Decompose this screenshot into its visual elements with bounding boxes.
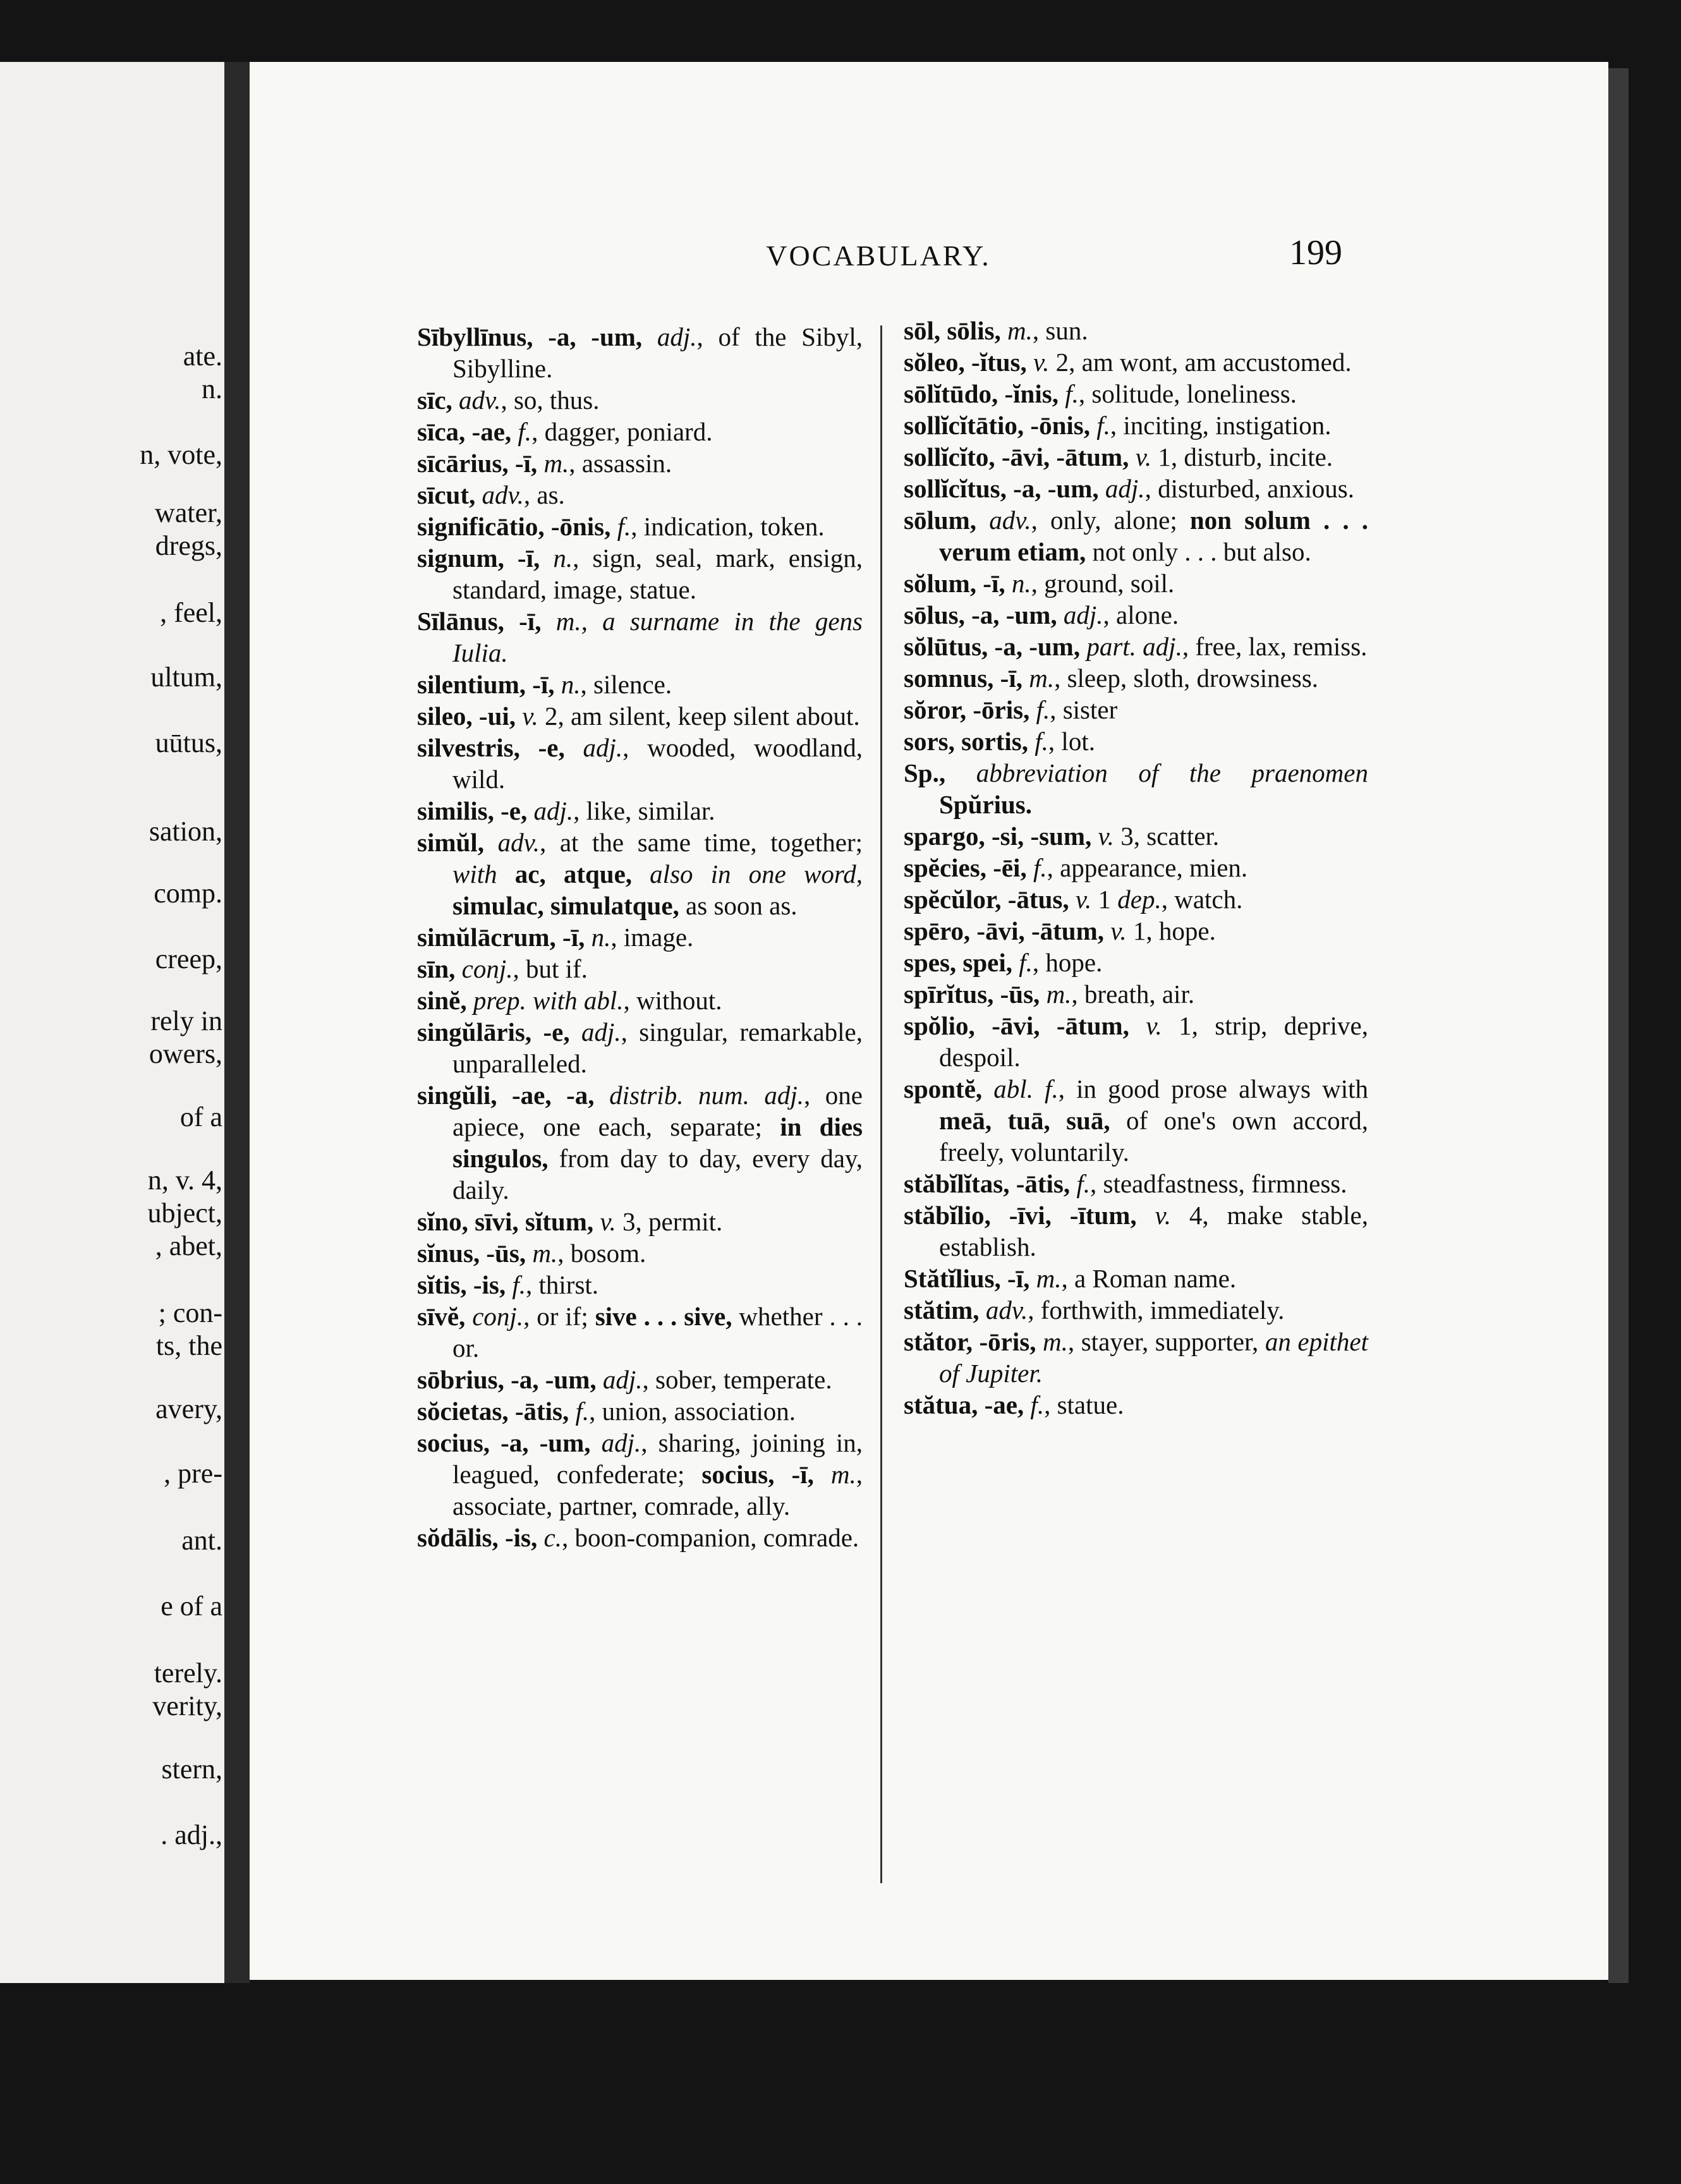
left-page-fragment: sation,	[149, 816, 222, 847]
vocabulary-entry: sōlĭtūdo, -ĭnis, f., solitude, loneliness.	[904, 379, 1297, 408]
vocabulary-entry: similis, -e, adj., like, similar.	[417, 796, 715, 825]
vocabulary-entry: Sīlānus, -ī, m., a surname in the gens Iulia.	[417, 607, 863, 667]
vocabulary-entry: Stătĭlius, -ī, m., a Roman name.	[904, 1264, 1237, 1293]
vocabulary-entry: sōlum, adv., only, alone; non solum . . . verum etiam, not only . . . but also.	[904, 506, 1368, 566]
left-page-fragment: , pre-	[164, 1458, 222, 1489]
left-page-fragment: n.	[202, 373, 222, 404]
vocabulary-entry: somnus, -ī, m., sleep, sloth, drowsiness.	[904, 664, 1319, 693]
vocabulary-column-1	[417, 321, 863, 1553]
page-edge-shadow	[1608, 68, 1629, 1983]
vocabulary-entry: sōl, sōlis, m., sun.	[904, 316, 1088, 345]
vocabulary-entry: sollĭcĭto, -āvi, -ātum, v. 1, disturb, incite.	[904, 442, 1333, 471]
running-head: VOCABULARY.	[766, 240, 991, 272]
vocabulary-entry: spĕcies, -ēi, f., appearance, mien.	[904, 853, 1248, 882]
vocabulary-column-2	[904, 315, 1368, 1421]
left-page	[0, 62, 235, 1983]
vocabulary-entry: sīc, adv., so, thus.	[417, 385, 600, 415]
left-page-fragment: creep,	[155, 943, 222, 974]
vocabulary-entry: sōlus, -a, -um, adj., alone.	[904, 600, 1179, 629]
vocabulary-entry: sĭno, sīvi, sĭtum, v. 3, permit.	[417, 1207, 723, 1236]
left-page-fragment: ts, the	[155, 1330, 222, 1361]
left-page-fragment: dregs,	[155, 530, 222, 561]
vocabulary-entry: silentium, -ī, n., silence.	[417, 670, 672, 699]
vocabulary-entry: Sībyllīnus, -a, -um, adj., of the Sibyl, Sibylline.	[417, 322, 863, 383]
vocabulary-entry: spĕcŭlor, -ātus, v. 1 dep., watch.	[904, 885, 1243, 914]
vocabulary-entry: spes, spei, f., hope.	[904, 948, 1103, 977]
vocabulary-entry: sĭtis, -is, f., thirst.	[417, 1270, 599, 1299]
vocabulary-entry: signum, -ī, n., sign, seal, mark, ensign, standard, image, statue.	[417, 543, 863, 604]
left-page-fragment: ; con-	[158, 1297, 222, 1328]
vocabulary-entry: sors, sortis, f., lot.	[904, 727, 1095, 756]
vocabulary-entry: sŏleo, -ĭtus, v. 2, am wont, am accustomed.	[904, 348, 1352, 377]
vocabulary-entry: spontĕ, abl. f., in good prose always with meā, tuā, suā, of one's own accord, freely, voluntarily.	[904, 1074, 1368, 1167]
vocabulary-entry: sinĕ, prep. with abl., without.	[417, 986, 722, 1015]
left-gutter	[224, 62, 250, 1983]
vocabulary-entry: sŏcietas, -ātis, f., union, association.	[417, 1397, 796, 1426]
vocabulary-entry: sīcut, adv., as.	[417, 480, 565, 509]
vocabulary-entry: sīn, conj., but if.	[417, 954, 588, 983]
page-number: 199	[1289, 233, 1342, 272]
vocabulary-entry: sĭnus, -ūs, m., bosom.	[417, 1239, 646, 1268]
left-page-fragment: uūtus,	[155, 727, 222, 758]
left-page-fragment: of a	[179, 1101, 222, 1132]
vocabulary-entry: socius, -a, -um, adj., sharing, joining in, leagued, confederate; socius, -ī, m., associate, partner, comrade, ally.	[417, 1428, 863, 1520]
left-page-fragment: avery,	[155, 1393, 222, 1424]
left-page-fragment: , abet,	[155, 1230, 222, 1261]
left-page-fragment: stern,	[161, 1754, 222, 1785]
left-page-fragment: ultum,	[150, 662, 222, 693]
vocabulary-entry: sīvĕ, conj., or if; sive . . . sive, whether . . . or.	[417, 1302, 863, 1362]
left-page-fragment: ate.	[183, 341, 222, 372]
vocabulary-entry: sŏdālis, -is, c., boon-companion, comrade.	[417, 1523, 859, 1552]
vocabulary-entry: stător, -ōris, m., stayer, supporter, an epithet of Jupiter.	[904, 1327, 1368, 1388]
vocabulary-entry: sollĭcĭtus, -a, -um, adj., disturbed, anxious.	[904, 474, 1354, 503]
left-page-fragment: rely in	[150, 1005, 222, 1036]
vocabulary-entry: stătim, adv., forthwith, immediately.	[904, 1295, 1285, 1325]
vocabulary-entry: stătua, -ae, f., statue.	[904, 1390, 1124, 1419]
left-page-fragment: n, v. 4,	[147, 1165, 222, 1196]
left-page-fragment: owers,	[149, 1038, 222, 1069]
vocabulary-entry: sileo, -ui, v. 2, am silent, keep silent about.	[417, 701, 860, 731]
left-page-fragment: water,	[155, 497, 222, 528]
vocabulary-entry: sŏror, -ōris, f., sister	[904, 695, 1118, 724]
vocabulary-entry: stăbĭlĭtas, -ātis, f., steadfastness, firmness.	[904, 1169, 1347, 1198]
vocabulary-entry: simŭl, adv., at the same time, together; with ac, atque, also in one word, simulac, simulatque, as soon as.	[417, 828, 863, 920]
left-page-fragment: terely.	[154, 1658, 222, 1689]
left-page-fragment: e of a	[161, 1591, 222, 1622]
vocabulary-entry: stăbĭlio, -īvi, -ītum, v. 4, make stable, establish.	[904, 1201, 1368, 1261]
vocabulary-entry: spēro, -āvi, -ātum, v. 1, hope.	[904, 916, 1216, 945]
left-page-fragment: . adj.,	[161, 1819, 222, 1850]
left-page-fragment: ant.	[181, 1525, 222, 1556]
column-divider	[880, 325, 882, 1883]
vocabulary-entry: Sp., abbreviation of the praenomen Spŭrius.	[904, 758, 1368, 819]
vocabulary-entry: sīcārius, -ī, m., assassin.	[417, 449, 672, 478]
vocabulary-entry: simŭlācrum, -ī, n., image.	[417, 923, 694, 952]
vocabulary-entry: sīca, -ae, f., dagger, poniard.	[417, 417, 713, 446]
left-page-fragment: verity,	[152, 1690, 222, 1721]
vocabulary-entry: spŏlio, -āvi, -ātum, v. 1, strip, deprive, despoil.	[904, 1011, 1368, 1072]
vocabulary-entry: sŏlum, -ī, n., ground, soil.	[904, 569, 1175, 598]
vocabulary-entry: singŭlāris, -e, adj., singular, remarkable, unparalleled.	[417, 1017, 863, 1078]
vocabulary-entry: spīrĭtus, -ūs, m., breath, air.	[904, 980, 1195, 1009]
vocabulary-entry: sōbrius, -a, -um, adj., sober, temperate.	[417, 1365, 832, 1394]
vocabulary-entry: spargo, -si, -sum, v. 3, scatter.	[904, 822, 1220, 851]
vocabulary-entry: sŏlūtus, -a, -um, part. adj., free, lax, remiss.	[904, 632, 1368, 661]
vocabulary-entry: significātio, -ōnis, f., indication, token.	[417, 512, 825, 541]
vocabulary-entry: singŭli, -ae, -a, distrib. num. adj., one apiece, one each, separate; in dies singulos, from day to day, every day, daily.	[417, 1081, 863, 1204]
left-page-fragment: comp.	[154, 878, 222, 909]
vocabulary-entry: sollĭcĭtātio, -ōnis, f., inciting, instigation.	[904, 411, 1332, 440]
left-page-fragment: , feel,	[160, 597, 222, 628]
left-page-fragment: n, vote,	[140, 439, 222, 470]
vocabulary-entry: silvestris, -e, adj., wooded, woodland, wild.	[417, 733, 863, 794]
left-page-fragment: ubject,	[147, 1198, 222, 1228]
